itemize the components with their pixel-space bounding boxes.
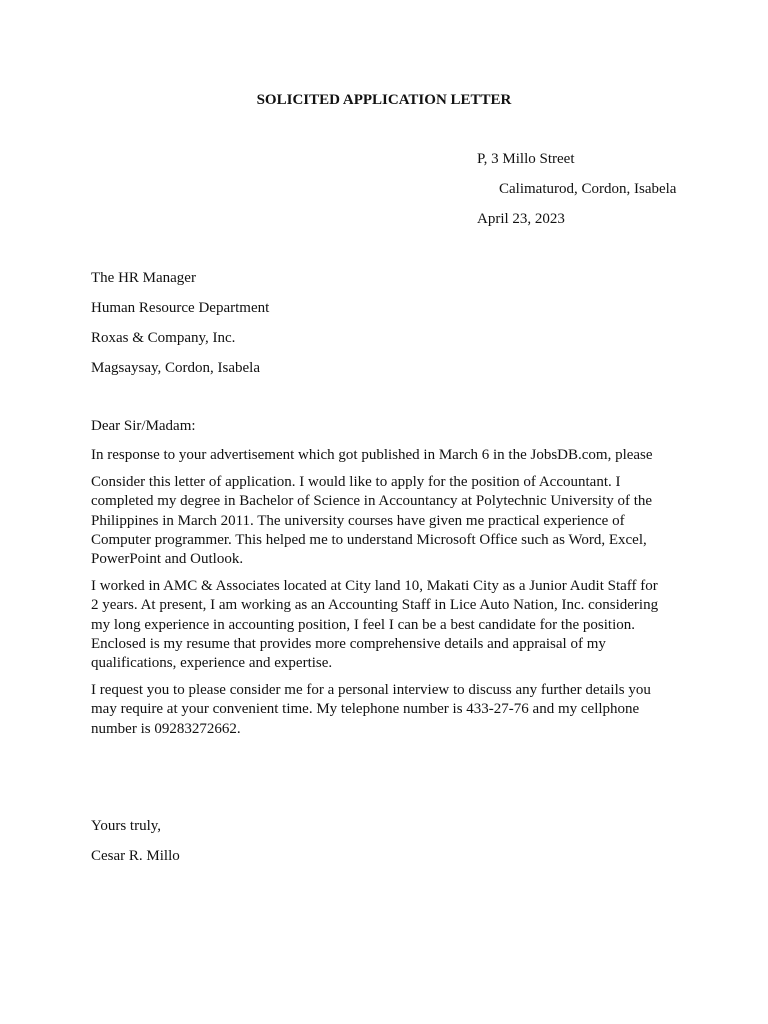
- recipient-title: The HR Manager: [91, 270, 196, 286]
- sender-city: Calimaturod, Cordon, Isabela: [499, 181, 677, 197]
- sender-address: [477, 150, 676, 240]
- sender-street: P, 3 Millo Street: [477, 151, 575, 167]
- signature-name: Cesar R. Millo: [91, 848, 180, 864]
- recipient-location: Magsaysay, Cordon, Isabela: [91, 360, 260, 376]
- recipient-department: Human Resource Department: [91, 300, 270, 316]
- recipient-address: [91, 269, 269, 389]
- salutation: Dear Sir/Madam:: [91, 418, 196, 434]
- body-paragraph-experience: I worked in AMC & Associates located at City land 10, Makati City as a Junior Audit Staff for 2 years. At present, I am working as an Accounting Staff in Lice Auto Nation, Inc. considering my long experience in accounting position, I feel I can be a best candidate for the position. Enclosed is my resume that provides more comprehensive details and appraisal of my qualifications, experience and expertise.: [91, 578, 659, 672]
- body-paragraph-education: Consider this letter of application. I would like to apply for the position of Accountant. I completed my degree in Bachelor of Science in Accountancy at Polytechnic University of the Philippines in March 2011. The university courses have given me practical experience of Computer programmer. This helped me to understand Microsoft Office such as Word, Excel, PowerPoint and Outlook.: [91, 474, 653, 568]
- recipient-company: Roxas & Company, Inc.: [91, 330, 236, 346]
- body-paragraph-request: I request you to please consider me for a personal interview to discuss any further details you may require at your convenient time. My telephone number is 433-27-76 and my cellphone number is 09283272662.: [91, 682, 651, 737]
- letter-title: SOLICITED APPLICATION LETTER: [256, 92, 512, 108]
- letter-body: [91, 446, 666, 747]
- letter-date: April 23, 2023: [477, 211, 565, 227]
- body-paragraph-intro: In response to your advertisement which got published in March 6 in the JobsDB.com, please: [91, 447, 653, 463]
- closing: Yours truly,: [91, 818, 162, 834]
